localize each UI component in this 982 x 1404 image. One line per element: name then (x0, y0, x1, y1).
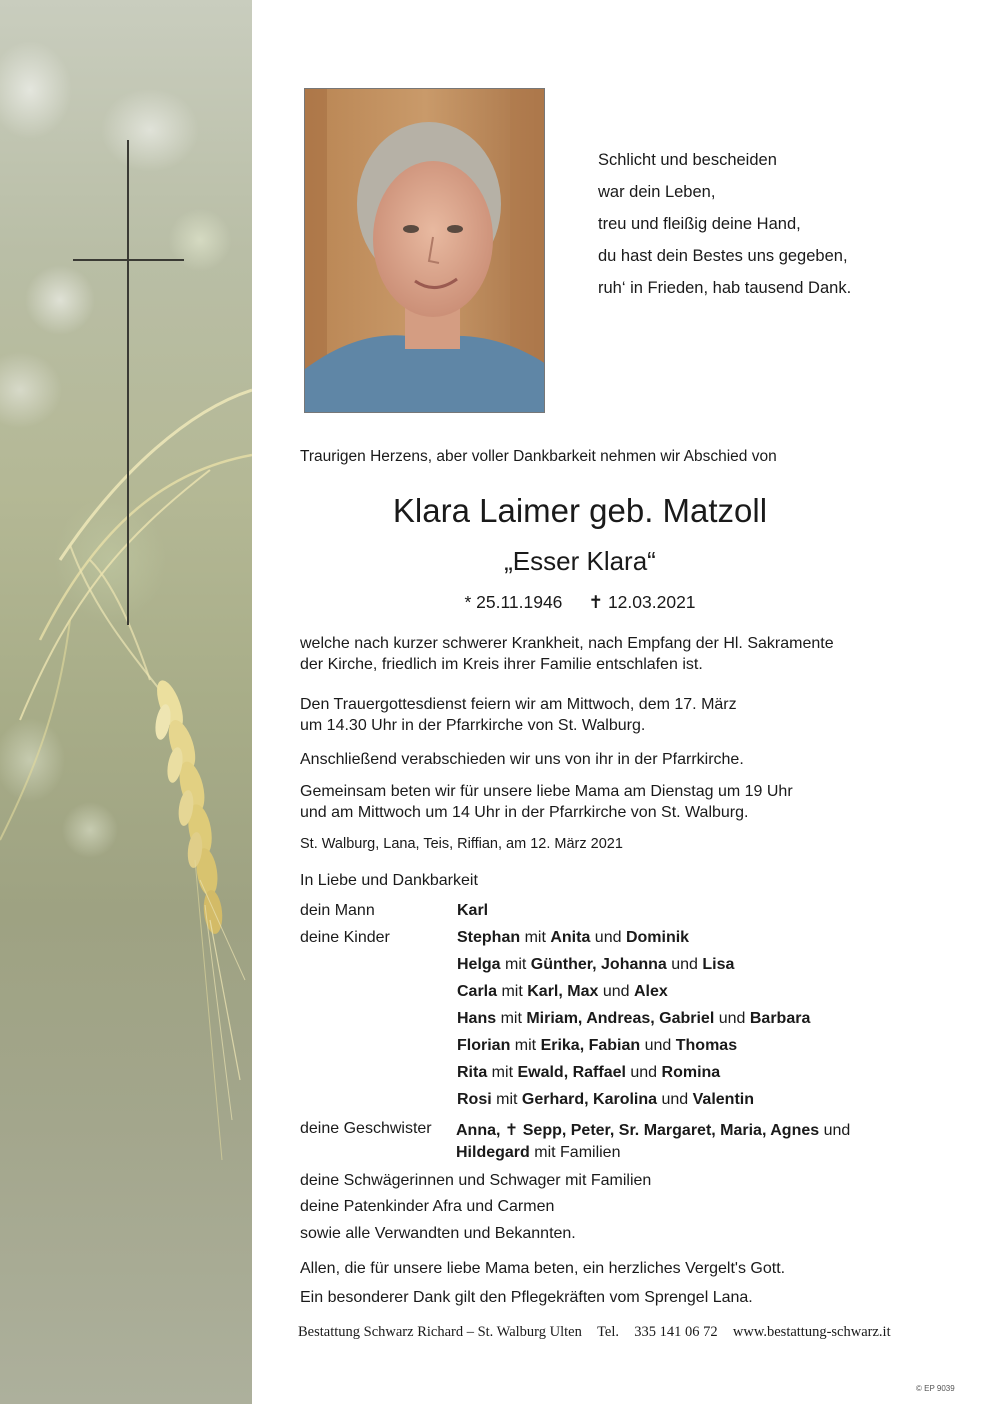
child-name-part: und (590, 929, 626, 946)
child-text (457, 1064, 720, 1082)
paragraph-farewell (300, 749, 744, 770)
nickname: „Esser Klara“ (504, 546, 656, 576)
child-name-part: Dominik (625, 929, 690, 946)
child-name-part: Alex (633, 983, 668, 1000)
life-dates (300, 592, 860, 613)
child-name-part: Anita (550, 929, 591, 946)
child-name-part: und (640, 1037, 676, 1054)
poem-line: ruh‘ in Frieden, hab tausend Dank. (598, 279, 852, 297)
child-name-part: Rosi (457, 1091, 492, 1108)
child-text (457, 1091, 754, 1109)
family-label: dein Mann (300, 902, 375, 919)
child-text (457, 956, 734, 974)
child-name-part: Karl, Max (527, 983, 599, 1000)
child-text (457, 929, 689, 947)
child-name-part: mit (487, 1064, 518, 1081)
closing-line: deine Patenkinder Afra und Carmen (300, 1198, 555, 1215)
child-name-part: mit (500, 956, 531, 973)
poem (598, 144, 958, 304)
child-name-part: mit (510, 1037, 541, 1054)
child-name-part: Helga (457, 956, 501, 973)
child-name-part: Thomas (675, 1037, 738, 1054)
paragraph-death (300, 633, 834, 675)
child-name-part: Carla (457, 983, 498, 1000)
siblings-names: Anna, ✝ Sepp, Peter, Sr. Margaret, Maria, Agnes (456, 1122, 820, 1139)
child-name-part: Erika, Fabian (540, 1037, 641, 1054)
portrait-photo (304, 88, 545, 413)
poem-line: treu und fleißig deine Hand, (598, 215, 801, 233)
paragraph-line: der Kirche, friedlich im Kreis ihrer Familie entschlafen ist. (300, 656, 703, 673)
child-text (457, 1037, 737, 1055)
closing-line: deine Schwägerinnen und Schwager mit Familien (300, 1172, 652, 1189)
wheat-ear-icon (0, 0, 252, 1404)
child-name-part: und (714, 1010, 750, 1027)
child-name-part: mit (497, 983, 528, 1000)
child-name-part: mit (496, 1010, 527, 1027)
paragraph-line: Gemeinsam beten wir für unsere liebe Mama am Dienstag um 19 Uhr (300, 783, 793, 800)
siblings-names: Hildegard (456, 1144, 530, 1161)
child-name-part: Lisa (702, 956, 735, 973)
husband-name: Karl (457, 902, 489, 919)
poem-line: du hast dein Bestes uns gegeben, (598, 247, 848, 265)
child-name-part: mit (520, 929, 551, 946)
paragraph-line: Anschließend verabschieden wir uns von ihr in der Pfarrkirche. (300, 751, 744, 768)
thanks-line: Ein besonderer Dank gilt den Pflegekräften vom Sprengel Lana. (300, 1289, 753, 1306)
paragraph-service (300, 694, 737, 736)
child-name-part: Stephan (457, 929, 521, 946)
paragraph-prayer (300, 781, 793, 823)
child-name-part: Barbara (749, 1010, 811, 1027)
child-name-part: und (625, 1064, 662, 1081)
footer-web: www.bestattung-schwarz.it (732, 1324, 891, 1340)
child-name-part: Florian (457, 1037, 511, 1054)
child-name-part: und (657, 1091, 693, 1108)
footer-tel-label: Tel. (597, 1324, 620, 1340)
footer-company: Bestattung Schwarz Richard – St. Walburg Ulten (298, 1324, 582, 1340)
siblings-und: und (819, 1122, 851, 1139)
footer (298, 1324, 891, 1341)
paragraph-line: und am Mittwoch um 14 Uhr in der Pfarrkirche von St. Walburg. (300, 804, 749, 821)
footer-tel: 335 141 06 72 (634, 1324, 718, 1340)
poem-line: war dein Leben, (598, 183, 716, 201)
child-name-part: mit (491, 1091, 522, 1108)
closing-line: sowie alle Verwandten und Bekannten. (300, 1225, 576, 1242)
thanks-line: Allen, die für unsere liebe Mama beten, ein herzliches Vergelt's Gott. (300, 1260, 786, 1277)
child-name-part: Miriam, Andreas, Gabriel (526, 1010, 715, 1027)
child-name-part: und (666, 956, 703, 973)
child-name-part: Romina (661, 1064, 721, 1081)
family-label: deine Kinder (300, 929, 390, 946)
print-code: © EP 9039 (916, 1384, 955, 1393)
paragraph-line: welche nach kurzer schwerer Krankheit, nach Empfang der Hl. Sakramente (300, 635, 834, 652)
siblings-suffix: mit Familien (529, 1144, 621, 1161)
child-text (457, 983, 668, 1001)
intro-text: Traurigen Herzens, aber voller Dankbarkeit nehmen wir Abschied von (300, 448, 777, 465)
child-name-part: Ewald, Raffael (517, 1064, 626, 1081)
death-date: ✝ 12.03.2021 (588, 592, 696, 612)
place-date: St. Walburg, Lana, Teis, Riffian, am 12. März 2021 (300, 836, 623, 852)
child-name-part: Günther, Johanna (530, 956, 667, 973)
child-name-part: Valentin (692, 1091, 754, 1108)
paragraph-line: um 14.30 Uhr in der Pfarrkirche von St. Walburg. (300, 717, 646, 734)
child-name-part: und (598, 983, 634, 1000)
child-name-part: Gerhard, Karolina (521, 1091, 658, 1108)
family-label: deine Geschwister (300, 1120, 432, 1137)
birth-date: * 25.11.1946 (464, 592, 563, 612)
child-name-part: Hans (457, 1010, 497, 1027)
child-name-part: Rita (457, 1064, 488, 1081)
paragraph-line: Den Trauergottesdienst feiern wir am Mittwoch, dem 17. März (300, 696, 737, 713)
poem-line: Schlicht und bescheiden (598, 151, 777, 169)
child-text (457, 1010, 810, 1028)
deceased-name: Klara Laimer geb. Matzoll (392, 492, 768, 529)
in-love-line: In Liebe und Dankbarkeit (300, 872, 478, 889)
